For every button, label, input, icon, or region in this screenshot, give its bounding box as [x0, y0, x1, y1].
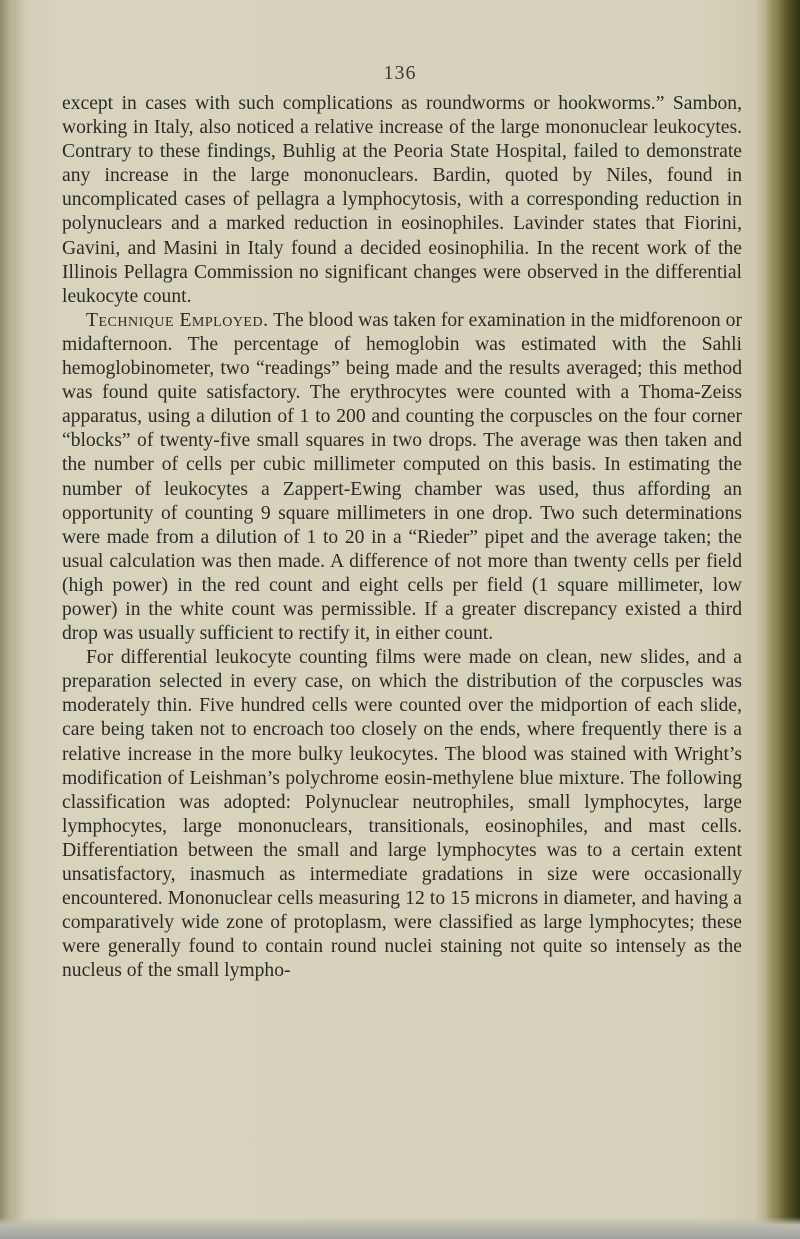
- page-edge-shadow: [766, 0, 800, 1239]
- paragraph-3: For differential leukocyte counting films were made on clean, new slides, and a preparation selected in every case, on which the distribution of the corpuscles was moderately thin. Five hundred cells were counted over the midportion of each slide, care being taken not to encroach too closely on the ends, where frequently there is a relative increase in the more bulky leukocytes. The blood was stained with Wright’s modification of Leishman’s polychrome eosin-methylene blue mixture. The following classification was adopted: Polynuclear neutrophiles, small lymphocytes, large lymphocytes, large mononuclears, transitionals, eosinophiles, and mast cells. Differentiation between the small and large lymphocytes was to a certain extent unsatisfactory, inasmuch as intermediate gradations in size were occasionally encountered. Mononuclear cells measuring 12 to 15 microns in diameter, and having a comparatively wide zone of protoplasm, were classified as large lymphocytes; these were generally found to contain round nuclei staining not quite so intensely as the nucleus of the small lympho-: [62, 647, 742, 982]
- body-text: [62, 92, 742, 983]
- section-heading: Technique Employed.: [86, 309, 269, 331]
- page-binding-shadow: [0, 0, 26, 1239]
- page-number: 136: [383, 62, 417, 84]
- page-bottom-edge: [0, 1217, 800, 1239]
- paragraph-2: [62, 309, 742, 646]
- paragraph-1: except in cases with such complications as roundworms or hookworms.” Sambon, working in Italy, also noticed a relative increase of the large mononuclear leukocytes. Contrary to these findings, Buhlig at the Peoria State Hospital, failed to demonstrate any increase in the large mononuclears. Bardin, quoted by Niles, found in uncomplicated cases of pellagra a lymphocytosis, with a corresponding reduction in polynuclears and a marked reduction in eosinophiles. Lavinder states that Fiorini, Gavini, and Masini in Italy found a decided eosinophilia. In the recent work of the Illinois Pellagra Commission no significant changes were observed in the differential leukocyte count.: [62, 93, 742, 307]
- paragraph-2-text: The blood was taken for examination in the midforenoon or midafternoon. The percentage of hemoglobin was estimated with the Sahli hemoglobinometer, two “readings” being made and the results averaged; this method was found quite satisfactory. The erythrocytes were counted with a Thoma-Zeiss apparatus, using a dilution of 1 to 200 and counting the corpuscles on the four corner “blocks” of twenty-five small squares in two drops. The average was then taken and the number of cells per cubic millimeter computed on this basis. In estimating the number of leukocytes a Zappert-Ewing chamber was used, thus affording an opportunity of counting 9 square millimeters in one drop. Two such determinations were made from a dilution of 1 to 20 in a “Rieder” pipet and the average taken; the usual calculation was then made. A difference of not more than twenty cells per field (high power) in the red count and eight cells per field (1 square millimeter, low power) in the white count was permissible. If a greater discrepancy existed a third drop was usually sufficient to rectify it, in either count.: [62, 309, 742, 645]
